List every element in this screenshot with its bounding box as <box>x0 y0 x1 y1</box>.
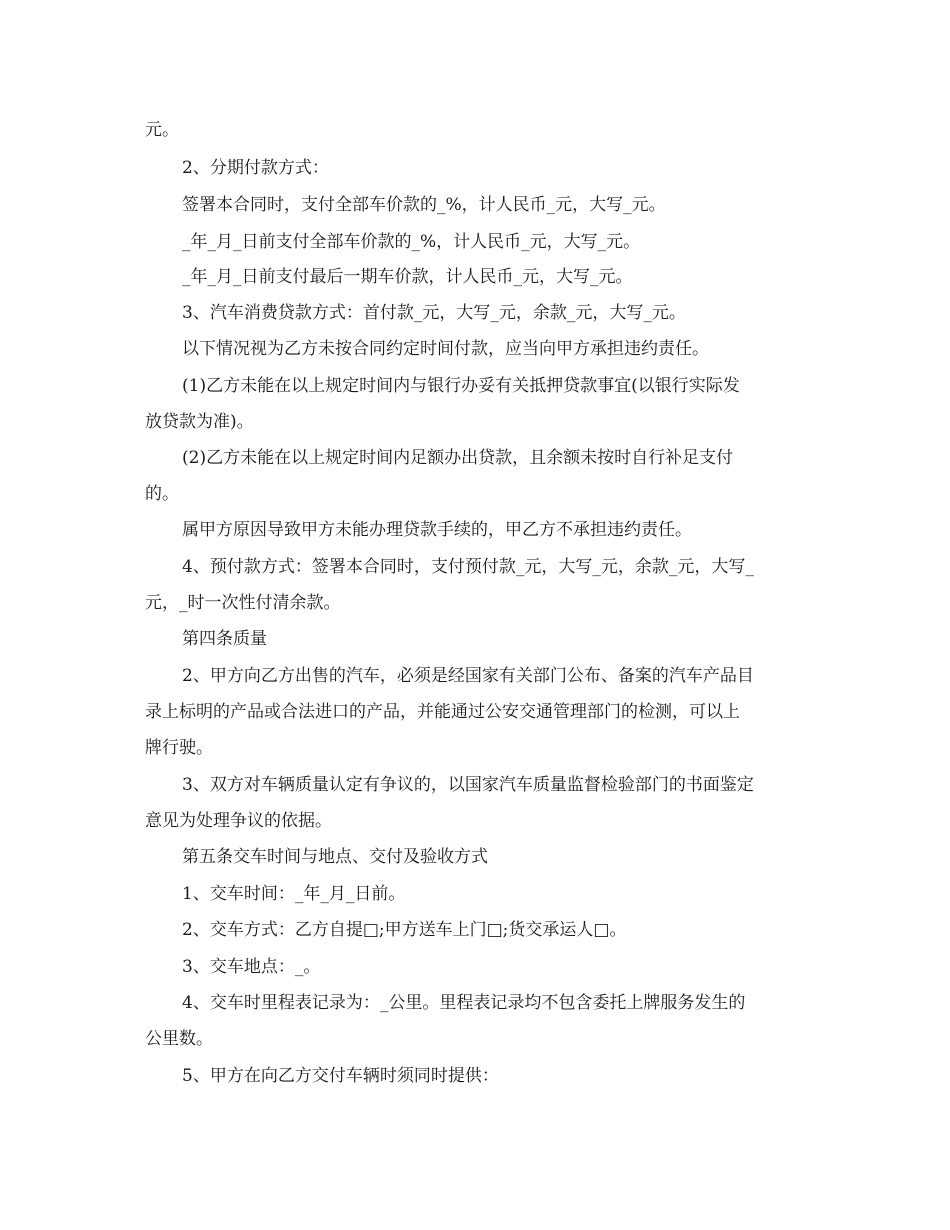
paragraph-line: 的。 <box>145 484 179 504</box>
paragraph-line: 4、交车时里程表记录为：_公里。里程表记录均不包含委托上牌服务发生的 <box>182 993 746 1013</box>
paragraph-line: 意见为处理争议的依据。 <box>145 811 332 831</box>
paragraph-line: 5、甲方在向乙方交付车辆时须同时提供： <box>182 1066 499 1086</box>
paragraph-line: 2、交车方式：乙方自提□;甲方送车上门□;货交承运人□。 <box>182 920 627 940</box>
paragraph-line: 以下情况视为乙方未按合同约定时间付款，应当向甲方承担违约责任。 <box>182 339 709 359</box>
paragraph-line: 公里数。 <box>145 1029 213 1049</box>
paragraph-line: (1)乙方未能在以上规定时间内与银行办妥有关抵押贷款事宜(以银行实际发 <box>182 376 740 396</box>
paragraph-line: 2、甲方向乙方出售的汽车，必须是经国家有关部门公布、备案的汽车产品目 <box>182 666 754 686</box>
paragraph-line: _年_月_日前支付全部车价款的_%，计人民币_元，大写_元。 <box>182 232 641 252</box>
paragraph-line: 3、汽车消费贷款方式：首付款_元，大写_元，余款_元，大写_元。 <box>182 303 686 323</box>
paragraph-line: _年_月_日前支付最后一期车价款，计人民币_元，大写_元。 <box>182 267 633 287</box>
section-heading: 第四条质量 <box>182 629 267 649</box>
paragraph-line: 1、交车时间：_年_月_日前。 <box>182 884 406 904</box>
paragraph-line: 属甲方原因导致甲方未能办理贷款手续的，甲乙方不承担违约责任。 <box>182 520 692 540</box>
paragraph-line: 元。 <box>145 120 179 140</box>
section-heading: 第五条交车时间与地点、交付及验收方式 <box>182 847 488 867</box>
paragraph-line: 3、交车地点：_。 <box>182 957 321 977</box>
paragraph-line: 签署本合同时，支付全部车价款的_%，计人民币_元，大写_元。 <box>182 195 666 215</box>
paragraph-line: 2、分期付款方式： <box>182 158 329 178</box>
paragraph-line: 牌行驶。 <box>145 738 213 758</box>
paragraph-line: 放贷款为准)。 <box>145 412 254 432</box>
paragraph-line: (2)乙方未能在以上规定时间内足额办出贷款，且余额未按时自行补足支付 <box>182 448 734 468</box>
paragraph-line: 4、预付款方式：签署本合同时，支付预付款_元，大写_元，余款_元，大写_ <box>182 557 754 577</box>
paragraph-line: 3、双方对车辆质量认定有争议的，以国家汽车质量监督检验部门的书面鉴定 <box>182 775 754 795</box>
paragraph-line: 录上标明的产品或合法进口的产品，并能通过公安交通管理部门的检测，可以上 <box>145 702 740 722</box>
paragraph-line: 元，_时一次性付清余款。 <box>145 593 341 613</box>
